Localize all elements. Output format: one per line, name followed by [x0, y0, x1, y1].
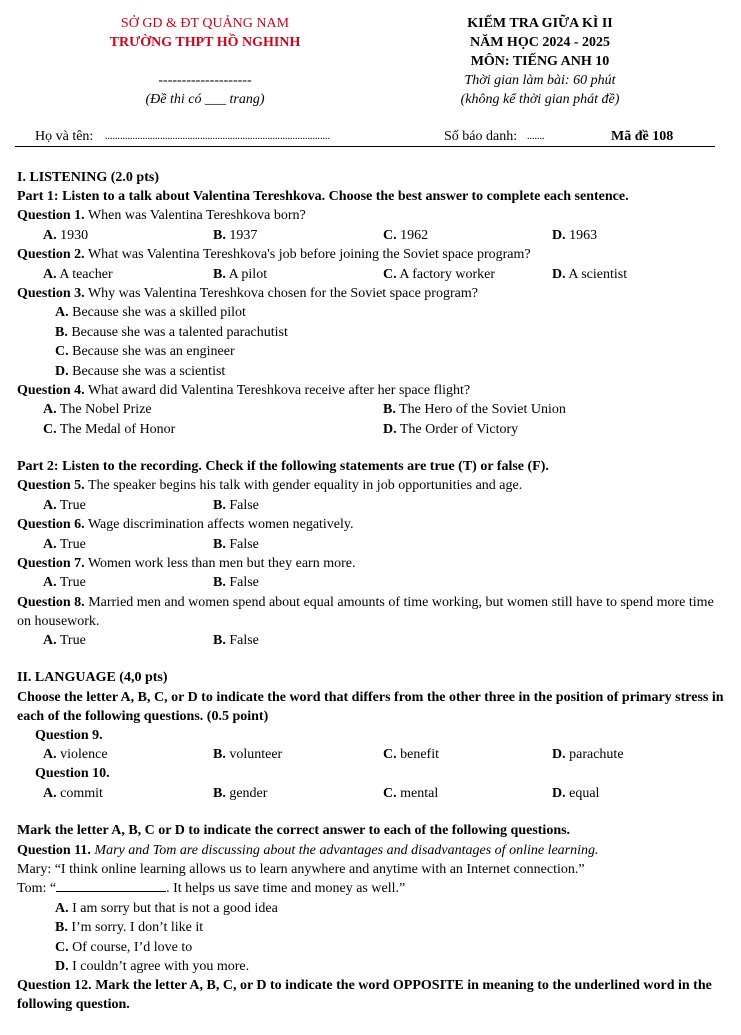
question-label: Question 4. — [17, 382, 85, 398]
question-4 — [17, 381, 727, 400]
option-a[interactable]: A. 1930 — [43, 227, 89, 243]
option-d[interactable]: D. equal — [552, 785, 600, 801]
question-12 — [17, 976, 727, 1014]
option-a[interactable]: A. commit — [43, 785, 103, 801]
exam-title: KIỂM TRA GIỮA KÌ II — [467, 16, 613, 31]
name-label: Họ và tên: — [35, 129, 94, 144]
question-text: What was Valentina Tereshkova's job before joining the Soviet space program? — [87, 247, 531, 263]
answer-blank[interactable] — [56, 879, 166, 892]
option-c[interactable]: C. Of course, I’d love to — [55, 939, 193, 955]
question-text: Why was Valentina Tereshkova chosen for the Soviet space program? — [87, 285, 478, 301]
part1-instruction: Part 1: Listen to a talk about Valentina Tereshkova. Choose the best answer to complete each sentence. — [17, 189, 629, 205]
question-label: Question 5. — [17, 478, 85, 494]
question-label: Question 3. — [17, 285, 85, 301]
question-2 — [17, 245, 727, 264]
option-false[interactable]: B. False — [213, 575, 259, 591]
options-row — [17, 400, 727, 419]
page-count: (Đề thi có ___ trang) — [145, 92, 265, 107]
header-dashes: -------------------- — [158, 73, 252, 88]
option-false[interactable]: B. False — [213, 632, 259, 648]
exam-code: Mã đề 108 — [611, 129, 674, 144]
option-b[interactable]: B. The Hero of the Soviet Union — [383, 402, 566, 418]
question-6 — [17, 515, 727, 534]
option-c[interactable]: C. benefit — [383, 746, 439, 762]
duration-note: (không kể thời gian phát đề) — [460, 92, 620, 107]
options-row — [17, 226, 727, 245]
option-b[interactable]: B. A pilot — [213, 266, 268, 282]
part2-instruction: Part 2: Listen to the recording. Check if the following statements are true (T) or false (F). — [17, 459, 549, 475]
option-b[interactable]: B. volunteer — [213, 746, 283, 762]
question-label: Question 1. — [17, 208, 85, 224]
option-c[interactable]: C. mental — [383, 785, 439, 801]
options-row — [17, 745, 727, 764]
question-text: Married men and women spend about equal amounts of time working, but women still have to spend more time on housework. — [17, 594, 714, 629]
option-d[interactable]: D. Because she was a scientist — [55, 363, 226, 379]
options-row — [17, 496, 727, 515]
question-label: Question 8. — [17, 594, 85, 610]
option-c[interactable]: C. The Medal of Honor — [43, 421, 176, 437]
option-true[interactable]: A. True — [43, 632, 86, 648]
department-name: SỞ GD & ĐT QUẢNG NAM — [120, 16, 290, 31]
question-label: Question 2. — [17, 247, 85, 263]
question-label: Question 11. — [17, 842, 91, 858]
option-c[interactable]: C. 1962 — [383, 227, 429, 243]
header-right — [420, 14, 660, 109]
header-left — [80, 14, 330, 109]
question-10-label: Question 10. — [35, 766, 110, 782]
option-b[interactable]: B. I’m sorry. I don’t like it — [55, 920, 204, 936]
question-text: What award did Valentina Tereshkova receive after her space flight? — [87, 382, 471, 398]
header-divider — [15, 146, 715, 147]
option-false[interactable]: B. False — [213, 536, 259, 552]
listening-title: I. LISTENING (2.0 pts) — [17, 170, 159, 185]
candidate-number-label: Số báo danh: — [444, 129, 518, 144]
option-d[interactable]: D. parachute — [552, 746, 624, 762]
language-title: II. LANGUAGE (4,0 pts) — [17, 670, 168, 686]
option-a[interactable]: A. The Nobel Prize — [43, 402, 152, 418]
option-d[interactable]: D. I couldn’t agree with you more. — [55, 958, 250, 974]
exam-duration: Thời gian làm bài: 60 phút — [464, 73, 616, 88]
question-3 — [17, 284, 727, 303]
school-name: TRƯỜNG THPT HỒ NGHINH — [109, 35, 301, 50]
question-text: Mark the letter A, B, C, or D to indicate the word OPPOSITE in meaning to the underlined word in the following question. — [17, 978, 712, 1013]
question-8 — [17, 593, 727, 631]
options-row — [17, 573, 727, 592]
dialogue-mary: Mary: “I think online learning allows us to learn anywhere and anytime with an Internet connection.” — [17, 861, 585, 877]
name-field[interactable]: .......................................................................................... — [105, 131, 330, 142]
option-b[interactable]: B. gender — [213, 785, 268, 801]
option-a[interactable]: A. A teacher — [43, 266, 113, 282]
options-row — [17, 631, 727, 650]
question-label: Question 7. — [17, 556, 85, 572]
question-label: Question 12. — [17, 978, 92, 994]
option-a[interactable]: A. Because she was a skilled pilot — [55, 305, 246, 321]
option-false[interactable]: B. False — [213, 497, 259, 513]
option-d[interactable]: D. The Order of Victory — [383, 421, 519, 437]
option-d[interactable]: D. 1963 — [552, 227, 598, 243]
option-a[interactable]: A. I am sorry but that is not a good idea — [55, 900, 278, 916]
option-b[interactable]: B. 1937 — [213, 227, 258, 243]
question-label: Question 6. — [17, 517, 85, 533]
question-text: Wage discrimination affects women negatively. — [87, 517, 354, 533]
option-b[interactable]: B. Because she was a talented parachutist — [55, 324, 288, 340]
mark-instruction: Mark the letter A, B, C or D to indicate the correct answer to each of the following questions. — [17, 823, 571, 839]
stress-instruction: Choose the letter A, B, C, or D to indicate the word that differs from the other three in the position of primary stress in each of the following questions. (0.5 point) — [17, 689, 724, 724]
question-text: When was Valentina Tereshkova born? — [87, 208, 306, 224]
options-row — [17, 265, 727, 284]
question-9-label: Question 9. — [35, 727, 103, 743]
question-text: Women work less than men but they earn more. — [87, 556, 356, 572]
dialogue-tom: Tom: “ . It helps us save time and money as well.” — [17, 881, 406, 897]
option-d[interactable]: D. A scientist — [552, 266, 628, 282]
option-true[interactable]: A. True — [43, 497, 86, 513]
option-a[interactable]: A. violence — [43, 746, 108, 762]
option-c[interactable]: C. Because she was an engineer — [55, 344, 235, 360]
exam-content — [17, 168, 727, 1014]
question-context: Mary and Tom are discussing about the advantages and disadvantages of online learning. — [94, 842, 599, 858]
question-text: The speaker begins his talk with gender equality in job opportunities and age. — [87, 478, 523, 494]
options-row — [17, 420, 727, 439]
options-row — [17, 784, 727, 803]
option-true[interactable]: A. True — [43, 575, 86, 591]
question-11 — [17, 841, 727, 860]
question-5 — [17, 476, 727, 495]
question-1 — [17, 206, 727, 225]
school-year: NĂM HỌC 2024 - 2025 — [470, 35, 610, 50]
question-7 — [17, 554, 727, 573]
option-true[interactable]: A. True — [43, 536, 86, 552]
options-row — [17, 535, 727, 554]
subject: MÔN: TIẾNG ANH 10 — [470, 54, 610, 69]
candidate-number-field[interactable]: ....... — [527, 131, 545, 142]
option-c[interactable]: C. A factory worker — [383, 266, 495, 282]
